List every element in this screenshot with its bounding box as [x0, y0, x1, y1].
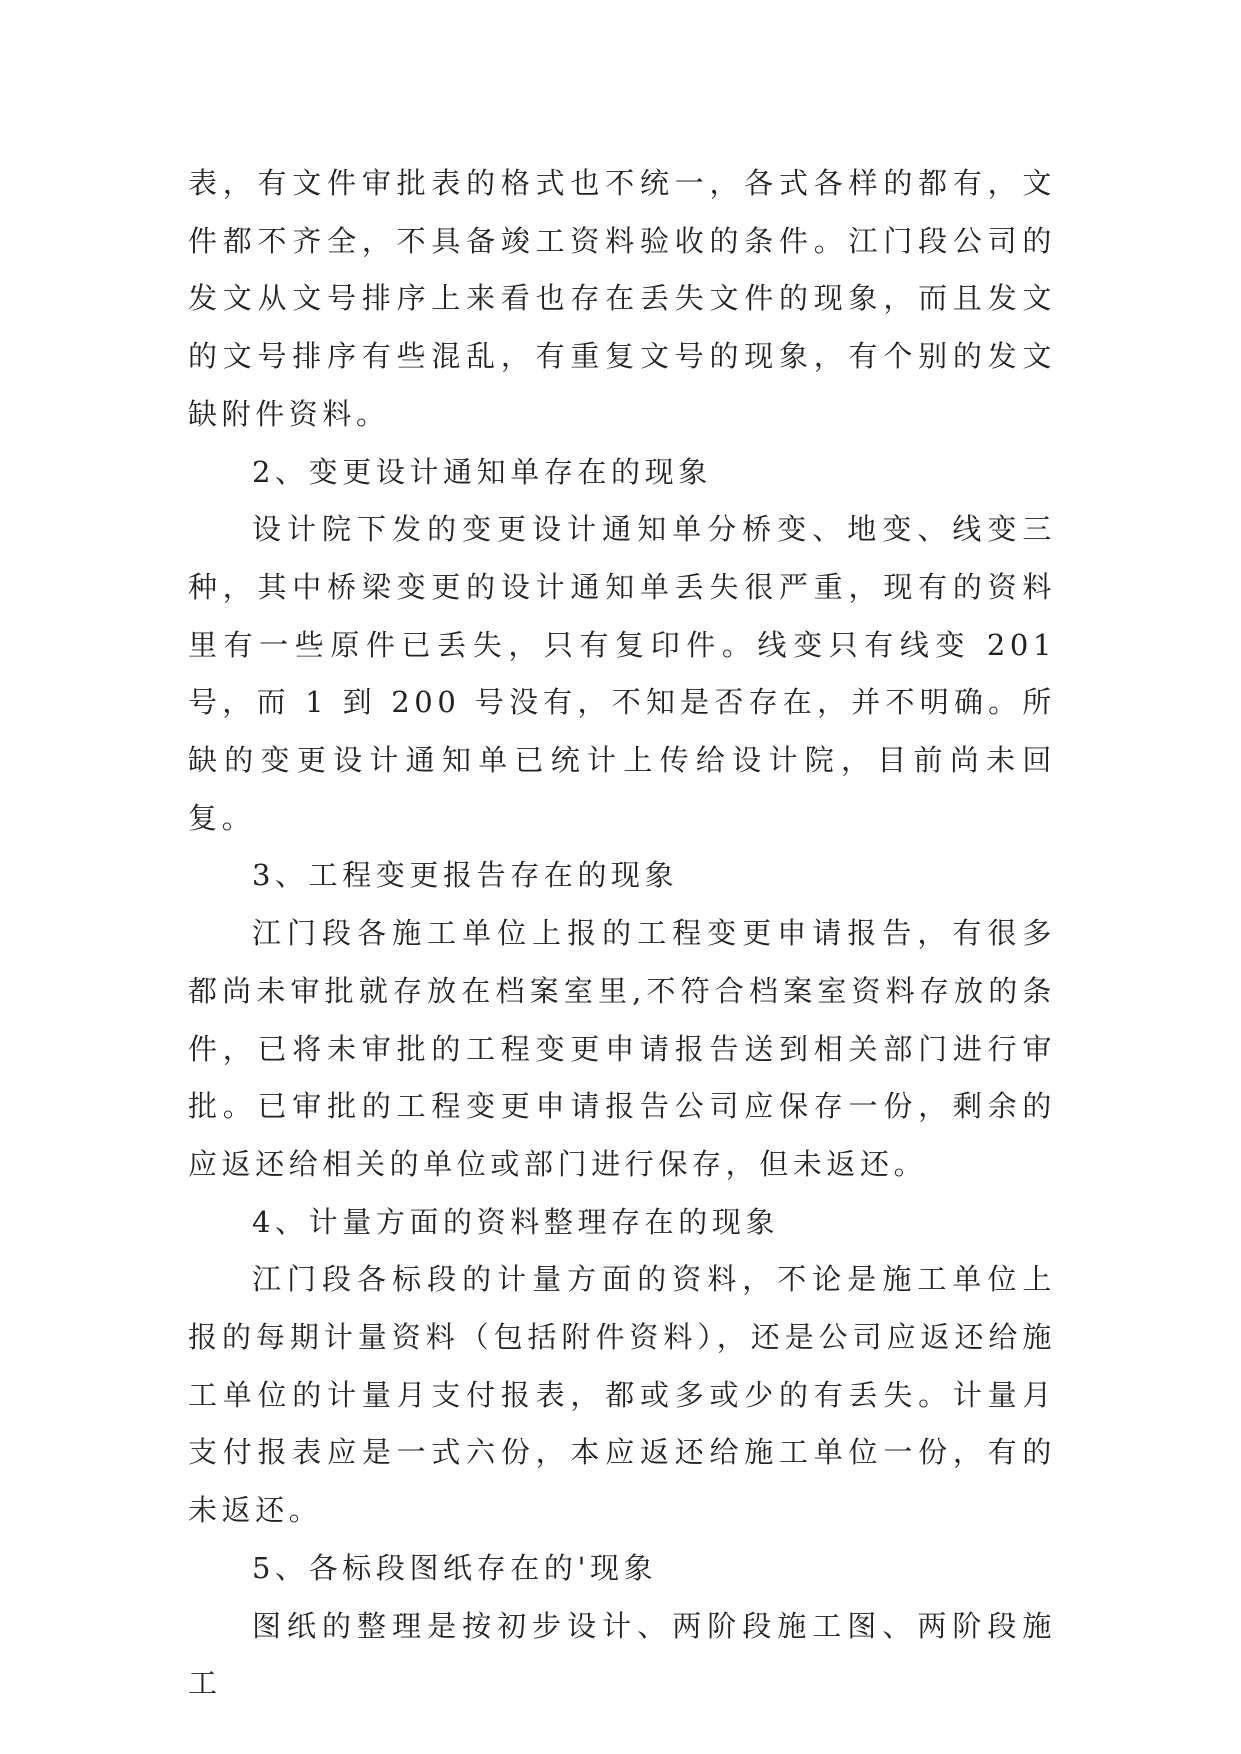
- paragraph-design-change: 设计院下发的变更设计通知单分桥变、地变、线变三种，其中桥梁变更的设计通知单丢失很严重，现有的资料里有一些原件已丢失，只有复印件。线变只有线变 201 号，而 1 到 200 号没有，不知是否存在，并不明确。所缺的变更设计通知单已统计上传给设计院，目前尚未回复。: [188, 512, 1056, 835]
- section-heading-2: 2、变更设计通知单存在的现象: [252, 454, 712, 489]
- section-heading-3: 3、工程变更报告存在的现象: [252, 858, 679, 893]
- section-heading-5: 5、各标段图纸存在的'现象: [252, 1550, 658, 1585]
- document-body: [188, 155, 1056, 1713]
- paragraph-metering: 江门段各标段的计量方面的资料，不论是施工单位上报的每期计量资料（包括附件资料），还是公司应返还给施工单位的计量月支付报表，都或多或少的有丢失。计量月支付报表应是一式六份，本应返还给施工单位一份，有的未返还。: [188, 1262, 1056, 1528]
- paragraph-engineering-change: 江门段各施工单位上报的工程变更申请报告，有很多都尚未审批就存放在档案室里,不符合档案室资料存放的条件，已将未审批的工程变更申请报告送到相关部门进行审批。已审批的工程变更申请报告公司应保存一份，剩余的应返还给相关的单位或部门进行保存，但未返还。: [188, 916, 1056, 1181]
- section-heading-4: 4、计量方面的资料整理存在的现象: [252, 1204, 780, 1239]
- paragraph-continuation: 表，有文件审批表的格式也不统一，各式各样的都有，文件都不齐全，不具备竣工资料验收的条件。江门段公司的发文从文号排序上来看也存在丢失文件的现象，而且发文的文号排序有些混乱，有重复文号的现象，有个别的发文缺附件资料。: [188, 166, 1056, 431]
- paragraph-drawings: 图纸的整理是按初步设计、两阶段施工图、两阶段施工: [188, 1608, 1056, 1701]
